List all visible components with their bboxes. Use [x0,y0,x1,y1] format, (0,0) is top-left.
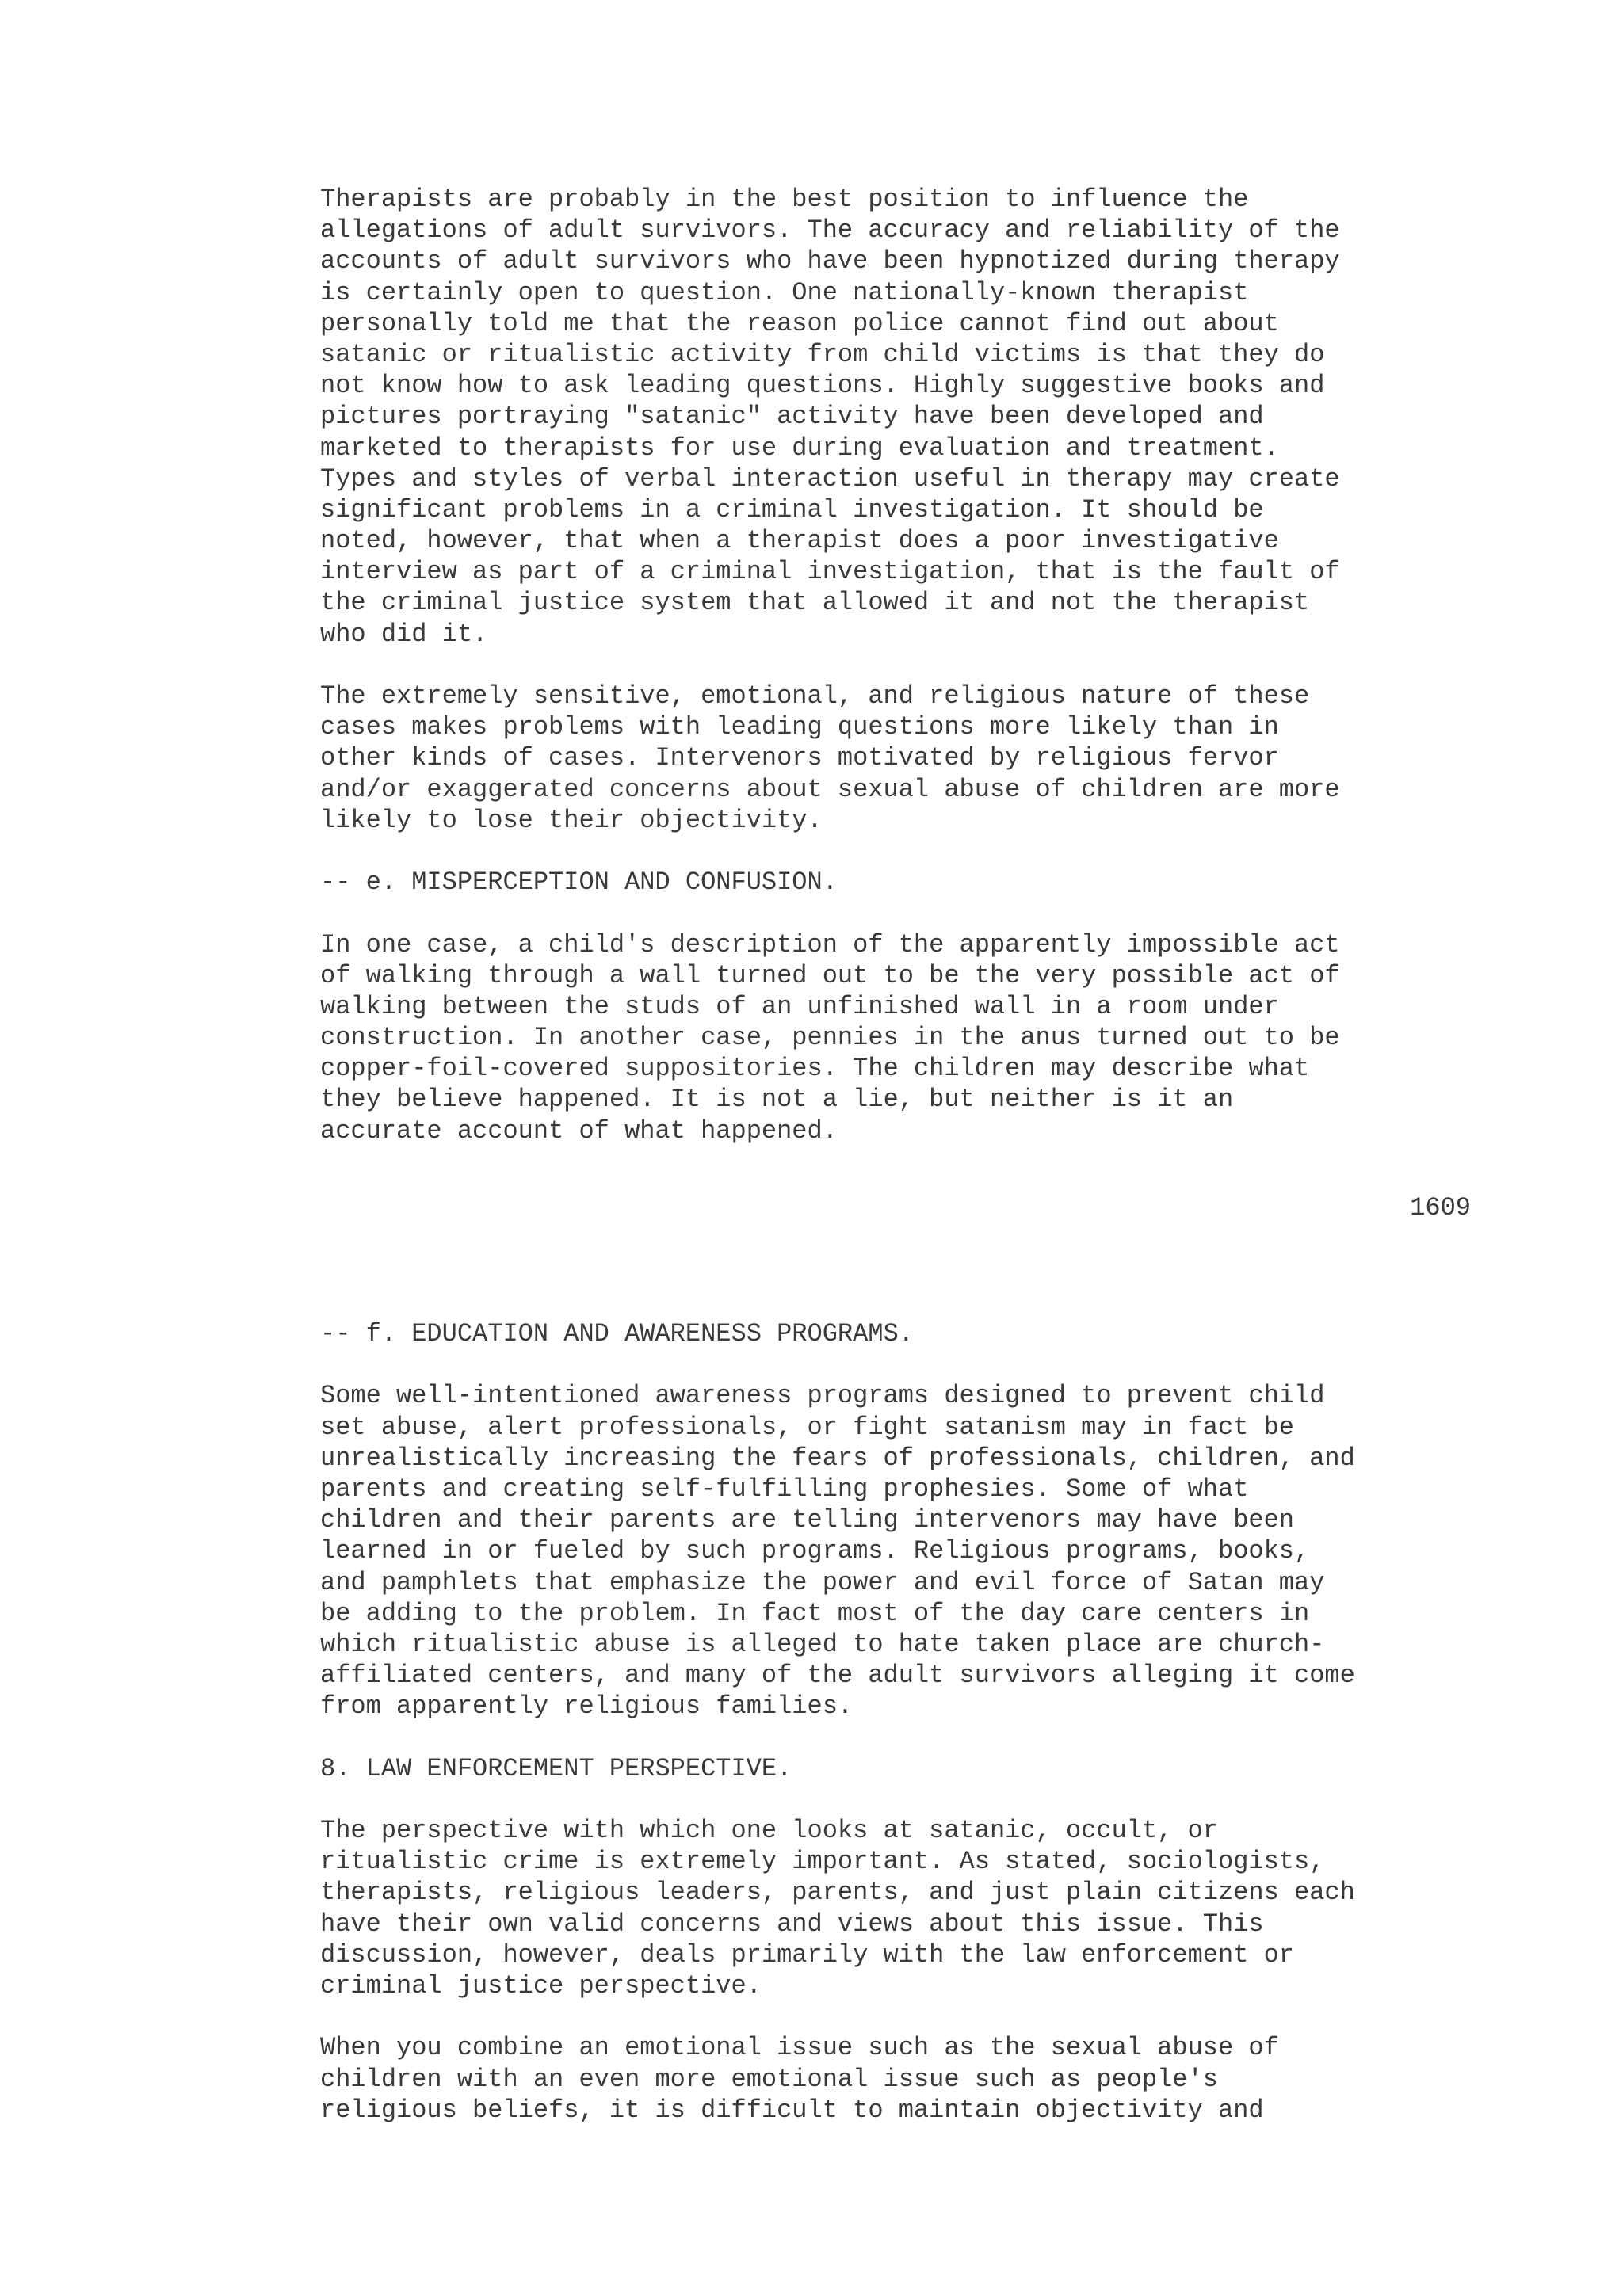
paragraph-line: Therapists are probably in the best position to influence the [320,185,1249,214]
paragraph-line: of walking through a wall turned out to be the very possible act of [320,960,1340,990]
section-heading [320,1318,1477,1349]
paragraph-gap [320,650,1477,681]
paragraph-line: marketed to therapists for use during evaluation and treatment. [320,433,1279,463]
paragraph-gap [320,1349,1477,1380]
paragraph-line: learned in or fueled by such programs. Religious programs, books, [320,1536,1310,1566]
spacer [320,1223,1477,1318]
paragraph-line: they believe happened. It is not a lie, but neither is it an [320,1085,1234,1115]
paragraph-line: cases makes problems with leading questions more likely than in [320,712,1279,742]
paragraph-line: from apparently religious families. [320,1691,854,1722]
paragraph [320,1380,1477,1722]
paragraph-line: and pamphlets that emphasize the power and evil force of Satan may [320,1567,1325,1597]
paragraph-line: have their own valid concerns and views about this issue. This [320,1909,1264,1939]
paragraph-line: When you combine an emotional issue such as the sexual abuse of [320,2033,1279,2063]
paragraph-line: The extremely sensitive, emotional, and religious nature of these [320,681,1310,711]
paragraph [320,184,1477,650]
paragraph-gap [320,836,1477,867]
paragraph-line: religious beliefs, it is difficult to maintain objectivity and [320,2095,1264,2125]
paragraph [320,929,1477,1146]
paragraph-line: set abuse, alert professionals, or fight satanism may in fact be [320,1412,1294,1442]
paragraph-line: therapists, religious leaders, parents, and just plain citizens each [320,1878,1355,1908]
heading-text: 8. LAW ENFORCEMENT PERSPECTIVE. [320,1753,792,1783]
paragraph-line: criminal justice perspective. [320,1970,762,2000]
paragraph-line: and/or exaggerated concerns about sexual abuse of children are more [320,774,1340,804]
paragraph-line: likely to lose their objectivity. [320,805,823,835]
paragraph-line: allegations of adult survivors. The accuracy and reliability of the [320,215,1340,246]
document-bottom-section [320,1318,1477,2126]
paragraph-line: In one case, a child's description of the apparently impossible act [320,929,1340,959]
paragraph-line: children with an even more emotional issue such as people's [320,2064,1218,2094]
paragraph-line: significant problems in a criminal investigation. It should be [320,494,1264,524]
paragraph-line: Some well-intentioned awareness programs designed to prevent child [320,1381,1325,1411]
paragraph-gap [320,2001,1477,2032]
paragraph-line: be adding to the problem. In fact most of the day care centers in [320,1598,1310,1628]
paragraph-line: discussion, however, deals primarily with the law enforcement or [320,1939,1294,1970]
document-page [320,184,1477,2126]
paragraph-line: which ritualistic abuse is alleged to hate taken place are church- [320,1629,1325,1659]
paragraph-line: satanic or ritualistic activity from child victims is that they do [320,339,1325,369]
paragraph-line: accurate account of what happened. [320,1116,838,1146]
paragraph-line: interview as part of a criminal investigation, that is the fault of [320,557,1340,587]
paragraph-line: is certainly open to question. One nationally-known therapist [320,277,1249,307]
paragraph-line: not know how to ask leading questions. Highly suggestive books and [320,371,1325,401]
paragraph-line: construction. In another case, pennies in the anus turned out to be [320,1023,1340,1053]
document-top-section [320,184,1477,1146]
paragraph-line: Types and styles of verbal interaction useful in therapy may create [320,463,1340,494]
paragraph-line: who did it. [320,619,488,649]
paragraph-line: The perspective with which one looks at satanic, occult, or [320,1816,1218,1846]
paragraph [320,2032,1477,2126]
paragraph-line: the criminal justice system that allowed it and not the therapist [320,588,1310,618]
paragraph-line: parents and creating self-fulfilling prophesies. Some of what [320,1474,1249,1504]
paragraph-line: copper-foil-covered suppositories. The children may describe what [320,1054,1310,1084]
section-heading [320,1753,1477,1784]
heading-text: -- f. EDUCATION AND AWARENESS PROGRAMS. [320,1319,914,1349]
section-heading [320,867,1477,898]
paragraph-line: children and their parents are telling intervenors may have been [320,1505,1294,1535]
paragraph-line: noted, however, that when a therapist does a poor investigative [320,526,1279,556]
paragraph-line: other kinds of cases. Intervenors motivated by religious fervor [320,743,1279,773]
heading-text: -- e. MISPERCEPTION AND CONFUSION. [320,868,838,898]
paragraph-line: personally told me that the reason police cannot find out about [320,308,1279,338]
paragraph-line: walking between the studs of an unfinished wall in a room under [320,991,1279,1021]
paragraph [320,1815,1477,2001]
paragraph-line: pictures portraying "satanic" activity have been developed and [320,402,1264,432]
paragraph-gap [320,1722,1477,1753]
paragraph-line: ritualistic crime is extremely important. As stated, sociologists, [320,1847,1325,1877]
paragraph-line: unrealistically increasing the fears of professionals, children, and [320,1443,1355,1473]
paragraph-gap [320,1784,1477,1815]
spacer [320,1146,1477,1192]
paragraph-line: accounts of adult survivors who have been hypnotized during therapy [320,246,1340,277]
paragraph-gap [320,898,1477,929]
paragraph-line: affiliated centers, and many of the adult survivors alleging it come [320,1661,1355,1691]
paragraph [320,681,1477,836]
page-number: 1609 [1410,1192,1471,1222]
